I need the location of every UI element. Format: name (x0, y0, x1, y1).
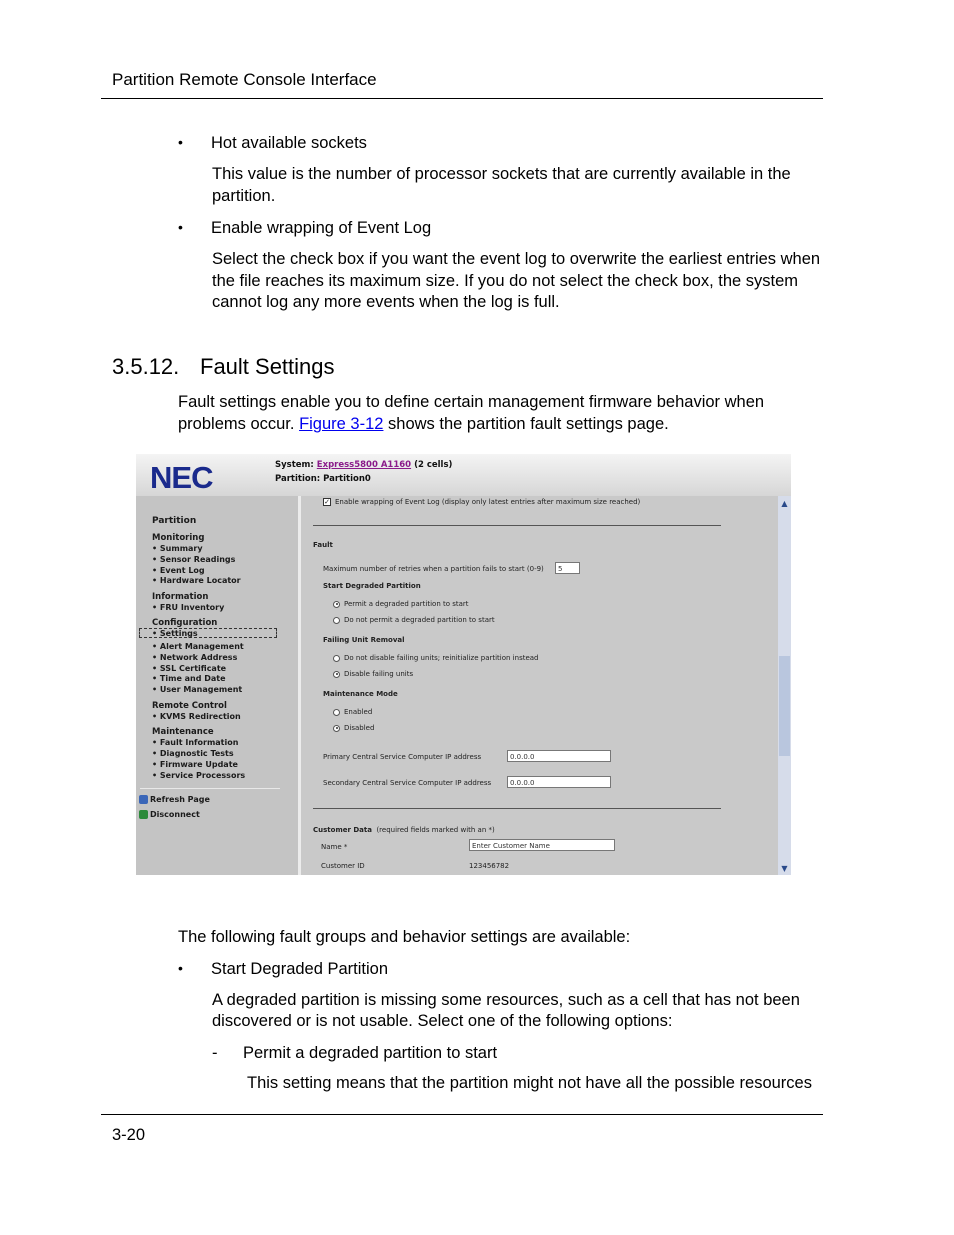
disconnect-link[interactable] (139, 810, 200, 819)
sidebar-item-network-address[interactable]: • Network Address (152, 653, 238, 662)
checkbox-checked-icon: ✓ (324, 498, 330, 506)
sidebar-section: Monitoring (152, 533, 205, 543)
customer-heading-text: Customer Data (313, 826, 372, 834)
sidebar-section: Remote Control (152, 701, 227, 711)
settings-panel (301, 496, 778, 875)
paragraph: The following fault groups and behavior settings are available: (178, 928, 631, 946)
radio-do-not-disable[interactable] (333, 654, 539, 662)
sidebar-item-settings[interactable]: • Settings (139, 628, 277, 638)
bullet-dot: • (178, 134, 183, 150)
radio-permit-degraded[interactable] (333, 600, 469, 608)
radio-label: Permit a degraded partition to start (344, 600, 469, 608)
sidebar-item-firmware-update[interactable]: • Firmware Update (152, 760, 238, 769)
sidebar-section: Configuration (152, 618, 218, 628)
radio-unselected-icon (333, 709, 340, 716)
failing-unit-heading: Failing Unit Removal (323, 636, 405, 644)
sidebar-item-service-processors[interactable]: • Service Processors (152, 771, 246, 780)
scroll-down-icon[interactable]: ▼ (781, 864, 788, 873)
app-header (136, 454, 791, 496)
bullet-dot: • (178, 960, 183, 976)
primary-ip-label: Primary Central Service Computer IP address (323, 753, 482, 761)
bullet-desc-line: This value is the number of processor sockets that are currently available in the (212, 165, 791, 183)
sidebar-item-event-log[interactable]: • Event Log (152, 566, 205, 575)
option-label: Permit a degraded partition to start (243, 1044, 498, 1062)
max-retries-label: Maximum number of retries when a partition fails to start (0-9) (323, 565, 544, 573)
sidebar-item-hardware-locator[interactable]: • Hardware Locator (152, 576, 241, 585)
sidebar-item-sensor-readings[interactable]: • Sensor Readings (152, 555, 236, 564)
sidebar-item-user-management[interactable]: • User Management (152, 685, 243, 694)
radio-label: Disable failing units (344, 670, 414, 678)
sidebar-title: Partition (152, 516, 197, 526)
scroll-up-icon[interactable]: ▲ (781, 499, 788, 508)
sidebar-item-label: Firmware Update (159, 760, 238, 769)
sidebar-item-kvms-redirection[interactable]: • KVMS Redirection (152, 712, 241, 721)
sidebar-divider (140, 788, 280, 789)
refresh-icon (139, 795, 148, 804)
system-info (275, 458, 452, 486)
radio-selected-icon (333, 725, 340, 732)
sidebar-item-alert-management[interactable]: • Alert Management (152, 642, 244, 651)
footer-rule (101, 1114, 823, 1115)
radio-do-not-permit-degraded[interactable] (333, 616, 495, 624)
sidebar-item-label: Service Processors (159, 771, 246, 780)
panel-scrollbar[interactable] (778, 496, 791, 875)
system-link[interactable]: Express5800 A1160 (316, 460, 412, 470)
bullet-desc-line: Select the check box if you want the event log to overwrite the earliest entries when (212, 250, 821, 268)
secondary-ip-input[interactable]: 0.0.0.0 (507, 776, 611, 788)
disconnect-label: Disconnect (150, 810, 200, 819)
customer-name-input[interactable]: Enter Customer Name (469, 839, 615, 851)
page-number: 3-20 (112, 1126, 146, 1144)
header-rule (101, 98, 823, 99)
refresh-page-link[interactable] (139, 795, 210, 804)
figure-screenshot (136, 454, 791, 875)
bullet-label: Hot available sockets (211, 134, 367, 152)
radio-selected-icon (333, 671, 340, 678)
system-suffix: (2 cells) (414, 460, 453, 470)
running-header: Partition Remote Console Interface (112, 70, 377, 89)
bullet-desc-line: partition. (212, 187, 276, 205)
section-title: Fault Settings (200, 354, 335, 379)
scroll-thumb[interactable] (779, 656, 790, 756)
sidebar-item-label: Event Log (159, 566, 205, 575)
sidebar-item-summary[interactable]: • Summary (152, 544, 203, 553)
sidebar-item-time-and-date[interactable]: • Time and Date (152, 674, 226, 683)
sidebar-item-fault-information[interactable]: • Fault Information (152, 738, 239, 747)
sidebar-item-diagnostic-tests[interactable]: • Diagnostic Tests (152, 749, 234, 758)
radio-label: Do not permit a degraded partition to start (344, 616, 495, 624)
sidebar-item-label: Summary (159, 544, 203, 553)
sidebar-item-label: Hardware Locator (159, 576, 241, 585)
radio-maintenance-disabled[interactable] (333, 724, 374, 732)
nav-sidebar (136, 496, 301, 875)
wrap-event-log-label: Enable wrapping of Event Log (display only latest entries after maximum size reached) (335, 498, 641, 506)
disconnect-icon (139, 810, 148, 819)
para-text: problems occur. (178, 415, 300, 433)
bullet-label: Enable wrapping of Event Log (211, 219, 432, 237)
max-retries-input[interactable]: 5 (555, 562, 580, 574)
refresh-label: Refresh Page (150, 795, 210, 804)
sidebar-item-label: FRU Inventory (159, 603, 225, 612)
bullet-desc-line: discovered or is not usable. Select one of the following options: (212, 1012, 673, 1030)
maintenance-heading: Maintenance Mode (323, 690, 398, 698)
sidebar-section: Information (152, 592, 209, 602)
secondary-ip-label: Secondary Central Service Computer IP address (323, 779, 492, 787)
radio-disable-failing[interactable] (333, 670, 413, 678)
bullet-label: Start Degraded Partition (211, 960, 389, 978)
radio-unselected-icon (333, 655, 340, 662)
radio-selected-icon (333, 601, 340, 608)
primary-ip-input[interactable]: 0.0.0.0 (507, 750, 611, 762)
system-label: System: (275, 460, 314, 470)
section-paragraph-line (178, 413, 669, 435)
sidebar-item-label: KVMS Redirection (159, 712, 241, 721)
radio-maintenance-enabled[interactable] (333, 708, 372, 716)
dash-marker: - (212, 1044, 218, 1062)
customer-note: (required fields marked with an *) (376, 826, 495, 834)
nec-logo: NEC (150, 460, 213, 495)
bullet-desc-line: A degraded partition is missing some resources, such as a cell that has not been (212, 991, 800, 1009)
figure-link[interactable]: Figure 3-12 (299, 415, 384, 433)
option-desc-line: This setting means that the partition might not have all the possible resources (247, 1074, 812, 1092)
sidebar-item-fru-inventory[interactable]: • FRU Inventory (152, 603, 225, 612)
sidebar-item-label: Fault Information (159, 738, 239, 747)
divider (313, 808, 721, 809)
customer-id-label: Customer ID (321, 862, 365, 870)
sidebar-item-ssl-certificate[interactable]: • SSL Certificate (152, 664, 227, 673)
sidebar-item-label: SSL Certificate (159, 664, 227, 673)
radio-label: Do not disable failing units; reinitialize partition instead (344, 654, 539, 662)
degraded-heading: Start Degraded Partition (323, 582, 421, 590)
sidebar-item-label: User Management (159, 685, 243, 694)
sidebar-item-label: Alert Management (159, 642, 244, 651)
section-number: 3.5.12. (112, 354, 180, 379)
fault-heading: Fault (313, 541, 333, 549)
wrap-event-log-checkbox[interactable] (323, 498, 640, 506)
customer-id-value: 123456782 (469, 862, 510, 870)
sidebar-item-label: Sensor Readings (159, 555, 236, 564)
sidebar-section: Maintenance (152, 727, 214, 737)
sidebar-item-label: Settings (159, 629, 198, 638)
bullet-desc-line: the file reaches its maximum size. If you do not select the check box, the system (212, 272, 799, 290)
sidebar-item-label: Diagnostic Tests (159, 749, 234, 758)
para-text: shows the partition fault settings page. (383, 415, 669, 433)
radio-label: Disabled (344, 724, 375, 732)
sidebar-item-label: Time and Date (159, 674, 226, 683)
bullet-dot: • (178, 219, 183, 235)
customer-data-heading (313, 826, 495, 834)
radio-label: Enabled (344, 708, 373, 716)
radio-unselected-icon (333, 617, 340, 624)
customer-name-label: Name * (321, 843, 348, 851)
divider (313, 525, 721, 526)
sidebar-item-label: Network Address (159, 653, 238, 662)
bullet-desc-line: cannot log any more events when the log is full. (212, 293, 560, 311)
partition-label: Partition: Partition0 (275, 474, 371, 484)
section-paragraph-line: Fault settings enable you to define certain management firmware behavior when (178, 393, 765, 411)
